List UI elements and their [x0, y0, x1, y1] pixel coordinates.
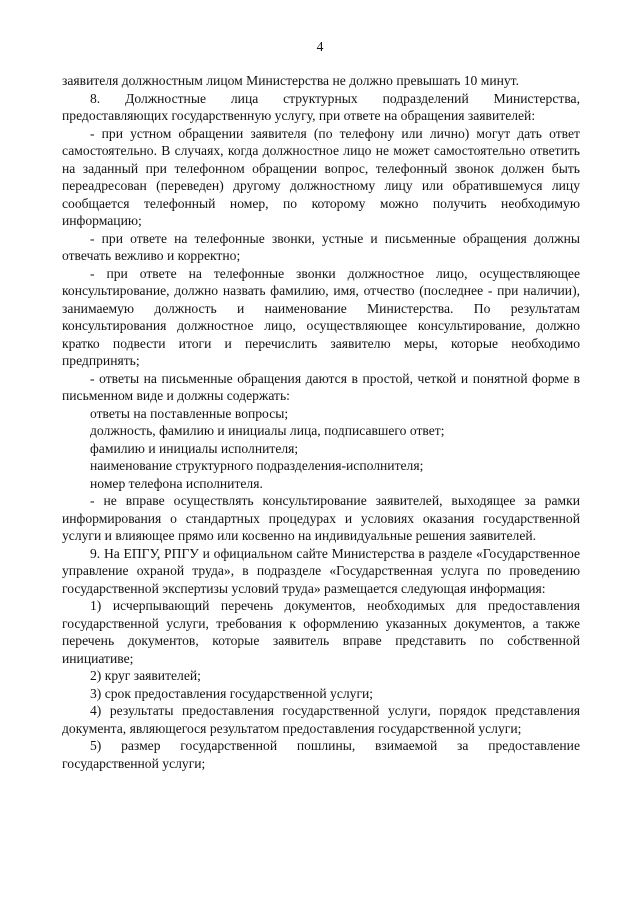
paragraph-7: - не вправе осуществлять консультирование заявителей, выходящее за рамки информирования о стандартных процедурах и условиях оказания государственной услуги и влияющее прямо или косвенно на индивидуальные решения заявителей. — [62, 493, 580, 543]
paragraph-3: - при устном обращении заявителя (по телефону или лично) могут дать ответ самостоятельно. В случаях, когда должностное лицо не может самостоятельно ответить на заданный при телефонном обращении вопрос, телефонный звонок должен быть переадресован (переведен) другому должностному лицу или обратившемуся лицу сообщается телефонный номер, по которому можно получить необходимую информацию; — [62, 125, 580, 228]
paragraph-12: 4) результаты предоставления государственной услуги, порядок представления документа, являющегося результатом предоставления государственной услуги; — [62, 703, 580, 736]
list-line-3: фамилию и инициалы исполнителя; — [90, 440, 299, 456]
document-body — [62, 72, 580, 772]
paragraph-4: - при ответе на телефонные звонки, устные и письменные обращения должны отвечать вежливо и корректно; — [62, 230, 580, 263]
paragraph-9: 1) исчерпывающий перечень документов, необходимых для предоставления государственной услуги, требования к оформлению указанных документов, а также перечень документов, которые заявитель вправе представить по собственной инициативе; — [62, 598, 580, 666]
paragraph-10: 2) круг заявителей; — [90, 668, 201, 683]
paragraph-5: - при ответе на телефонные звонки должностное лицо, осуществляющее консультирование, должно назвать фамилию, имя, отчество (последнее - при наличии), занимаемую должность и наименование Министерства. По результатам консультирования должностное лицо, осуществляющее консультирование, должно кратко подвести итоги и перечислить заявителю меры, которые необходимо предпринять; — [62, 265, 580, 368]
paragraph-8: 9. На ЕПГУ, РПГУ и официальном сайте Министерства в разделе «Государственное управление охраной труда», в подразделе «Государственная услуга по проведению государственной экспертизы условий труда» размещается следующая информация: — [62, 545, 580, 596]
paragraph-11: 3) срок предоставления государственной услуги; — [90, 685, 374, 701]
paragraph-2: 8. Должностные лица структурных подразделений Министерства, предоставляющих государственную услугу, при ответе на обращения заявителей: — [62, 90, 580, 123]
list-line-5: номер телефона исполнителя. — [90, 475, 263, 491]
paragraph-1: заявителя должностным лицом Министерства не должно превышать 10 минут. — [62, 73, 519, 88]
list-line-4: наименование структурного подразделения-исполнителя; — [90, 458, 424, 473]
list-line-2: должность, фамилию и инициалы лица, подписавшего ответ; — [90, 423, 445, 438]
page-number: 4 — [316, 39, 324, 54]
paragraph-6: - ответы на письменные обращения даются в простой, четкой и понятной форме в письменном виде и должны содержать: — [62, 370, 580, 403]
list-line-1: ответы на поставленные вопросы; — [90, 405, 289, 421]
paragraph-13: 5) размер государственной пошлины, взимаемой за предоставление государственной услуги; — [62, 738, 580, 771]
